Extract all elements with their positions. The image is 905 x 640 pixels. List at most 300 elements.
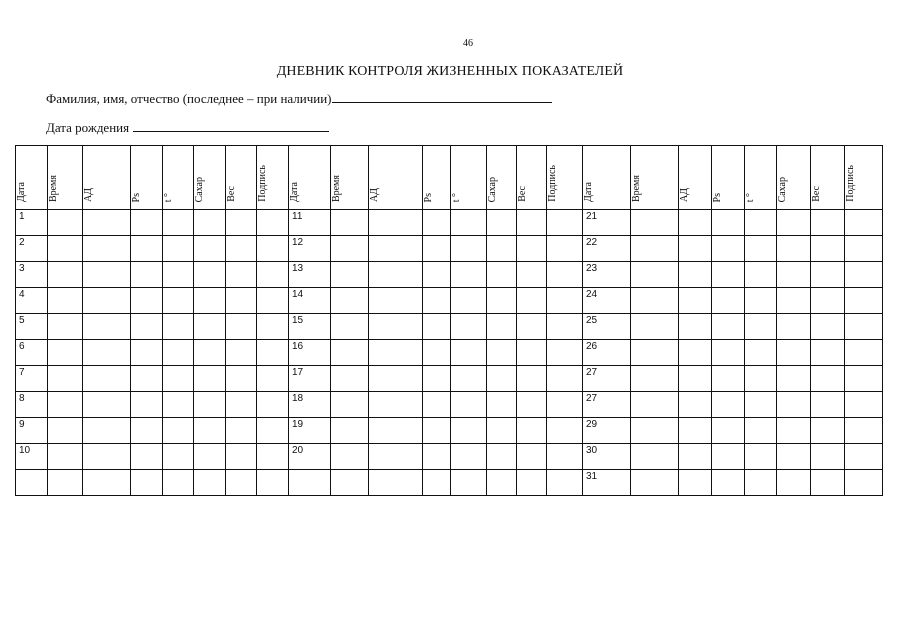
entry-cell-sugar[interactable]	[777, 210, 811, 236]
entry-cell-blood-pressure[interactable]	[369, 314, 423, 340]
entry-cell-pulse[interactable]	[712, 340, 745, 366]
entry-cell-sugar[interactable]	[194, 418, 226, 444]
entry-cell-temperature[interactable]	[163, 210, 194, 236]
entry-cell-sugar[interactable]	[487, 236, 517, 262]
entry-cell-weight[interactable]	[517, 288, 547, 314]
entry-cell-pulse[interactable]	[423, 236, 451, 262]
entry-cell-blood-pressure[interactable]	[679, 340, 712, 366]
entry-cell-weight[interactable]	[811, 470, 845, 496]
full-name-blank[interactable]	[332, 91, 552, 103]
entry-cell-weight[interactable]	[811, 288, 845, 314]
entry-cell-temperature[interactable]	[163, 444, 194, 470]
day-number-cell[interactable]: 13	[289, 262, 331, 288]
entry-cell-blood-pressure[interactable]	[679, 470, 712, 496]
entry-cell-pulse[interactable]	[423, 366, 451, 392]
entry-cell-pulse[interactable]	[131, 444, 163, 470]
entry-cell-temperature[interactable]	[451, 262, 487, 288]
entry-cell-weight[interactable]	[226, 470, 257, 496]
entry-cell-signature[interactable]	[547, 418, 583, 444]
entry-cell-signature[interactable]	[845, 314, 883, 340]
entry-cell-blood-pressure[interactable]	[369, 288, 423, 314]
entry-cell-weight[interactable]	[811, 392, 845, 418]
entry-cell-signature[interactable]	[257, 366, 289, 392]
entry-cell-weight[interactable]	[811, 418, 845, 444]
entry-cell-pulse[interactable]	[131, 340, 163, 366]
entry-cell-blood-pressure[interactable]	[369, 262, 423, 288]
entry-cell-sugar[interactable]	[194, 210, 226, 236]
entry-cell-sugar[interactable]	[487, 340, 517, 366]
entry-cell-time[interactable]	[48, 366, 83, 392]
entry-cell-pulse[interactable]	[712, 314, 745, 340]
col-header-label: Подпись	[547, 165, 558, 202]
entry-cell-pulse[interactable]	[712, 366, 745, 392]
entry-cell-pulse[interactable]	[712, 444, 745, 470]
day-number-cell[interactable]: 25	[583, 314, 631, 340]
entry-cell-pulse[interactable]	[423, 418, 451, 444]
entry-cell-signature[interactable]	[257, 314, 289, 340]
entry-cell-weight[interactable]	[517, 340, 547, 366]
entry-cell-sugar[interactable]	[487, 288, 517, 314]
day-number-cell[interactable]: 22	[583, 236, 631, 262]
col-header-date-1	[16, 146, 48, 210]
entry-cell-sugar[interactable]	[777, 444, 811, 470]
col-header-label: Дата	[289, 182, 300, 202]
entry-cell-signature[interactable]	[547, 314, 583, 340]
entry-cell-temperature[interactable]	[163, 340, 194, 366]
entry-cell-signature[interactable]	[547, 288, 583, 314]
entry-cell-sugar[interactable]	[487, 392, 517, 418]
entry-cell-pulse[interactable]	[131, 366, 163, 392]
entry-cell-signature[interactable]	[845, 392, 883, 418]
entry-cell-blood-pressure[interactable]	[83, 392, 131, 418]
entry-cell-signature[interactable]	[257, 470, 289, 496]
day-number-cell[interactable]: 5	[16, 314, 48, 340]
entry-cell-sugar[interactable]	[194, 236, 226, 262]
entry-cell-time[interactable]	[331, 262, 369, 288]
col-header-sugar-1	[194, 146, 226, 210]
col-header-label: Сахар	[487, 176, 498, 202]
day-number-cell[interactable]: 2	[16, 236, 48, 262]
entry-cell-temperature[interactable]	[163, 288, 194, 314]
entry-cell-signature[interactable]	[845, 236, 883, 262]
entry-cell-signature[interactable]	[547, 210, 583, 236]
entry-cell-signature[interactable]	[547, 262, 583, 288]
entry-cell-sugar[interactable]	[487, 470, 517, 496]
entry-cell-blood-pressure[interactable]	[369, 470, 423, 496]
col-header-pulse-2	[423, 146, 451, 210]
entry-cell-weight[interactable]	[226, 236, 257, 262]
entry-cell-signature[interactable]	[845, 444, 883, 470]
entry-cell-temperature[interactable]	[451, 444, 487, 470]
entry-cell-weight[interactable]	[517, 470, 547, 496]
entry-cell-signature[interactable]	[257, 262, 289, 288]
entry-cell-weight[interactable]	[517, 366, 547, 392]
entry-cell-weight[interactable]	[226, 210, 257, 236]
col-header-label: Дата	[583, 182, 594, 202]
entry-cell-blood-pressure[interactable]	[369, 366, 423, 392]
entry-cell-weight[interactable]	[226, 262, 257, 288]
entry-cell-time[interactable]	[631, 366, 679, 392]
entry-cell-blood-pressure[interactable]	[83, 210, 131, 236]
entry-cell-pulse[interactable]	[423, 314, 451, 340]
entry-cell-signature[interactable]	[257, 340, 289, 366]
entry-cell-temperature[interactable]	[745, 236, 777, 262]
col-header-label: Вес	[517, 186, 528, 202]
entry-cell-weight[interactable]	[811, 262, 845, 288]
entry-cell-weight[interactable]	[517, 418, 547, 444]
entry-cell-sugar[interactable]	[194, 392, 226, 418]
entry-cell-weight[interactable]	[226, 366, 257, 392]
entry-cell-signature[interactable]	[845, 262, 883, 288]
day-number-cell[interactable]: 19	[289, 418, 331, 444]
entry-cell-pulse[interactable]	[712, 210, 745, 236]
entry-cell-temperature[interactable]	[745, 444, 777, 470]
entry-cell-weight[interactable]	[517, 444, 547, 470]
birth-date-blank[interactable]	[133, 120, 329, 132]
entry-cell-weight[interactable]	[517, 210, 547, 236]
entry-cell-pulse[interactable]	[712, 288, 745, 314]
entry-cell-time[interactable]	[48, 314, 83, 340]
entry-cell-weight[interactable]	[226, 444, 257, 470]
entry-cell-sugar[interactable]	[194, 314, 226, 340]
entry-cell-sugar[interactable]	[777, 236, 811, 262]
entry-cell-temperature[interactable]	[745, 210, 777, 236]
entry-cell-blood-pressure[interactable]	[369, 210, 423, 236]
day-number-cell[interactable]: 29	[583, 418, 631, 444]
day-number-cell[interactable]: 15	[289, 314, 331, 340]
entry-cell-sugar[interactable]	[777, 366, 811, 392]
entry-cell-pulse[interactable]	[423, 392, 451, 418]
entry-cell-weight[interactable]	[811, 210, 845, 236]
table-row	[16, 288, 883, 314]
entry-cell-pulse[interactable]	[423, 444, 451, 470]
day-number-cell[interactable]: 10	[16, 444, 48, 470]
day-number-cell[interactable]: 1	[16, 210, 48, 236]
entry-cell-time[interactable]	[48, 262, 83, 288]
entry-cell-pulse[interactable]	[131, 314, 163, 340]
entry-cell-time[interactable]	[631, 236, 679, 262]
entry-cell-signature[interactable]	[547, 236, 583, 262]
entry-cell-weight[interactable]	[811, 366, 845, 392]
entry-cell-time[interactable]	[631, 288, 679, 314]
entry-cell-blood-pressure[interactable]	[83, 236, 131, 262]
entry-cell-time[interactable]	[331, 418, 369, 444]
entry-cell-blood-pressure[interactable]	[369, 392, 423, 418]
entry-cell-pulse[interactable]	[423, 470, 451, 496]
full-name-field	[46, 91, 552, 107]
entry-cell-sugar[interactable]	[487, 210, 517, 236]
entry-cell-weight[interactable]	[517, 392, 547, 418]
entry-cell-sugar[interactable]	[487, 314, 517, 340]
day-number-cell[interactable]: 24	[583, 288, 631, 314]
entry-cell-time[interactable]	[48, 210, 83, 236]
day-number-cell[interactable]: 3	[16, 262, 48, 288]
col-header-label: Сахар	[194, 176, 205, 202]
birth-date-label: Дата рождения	[46, 120, 130, 135]
col-header-time-3	[631, 146, 679, 210]
entry-cell-time[interactable]	[48, 236, 83, 262]
entry-cell-temperature[interactable]	[451, 470, 487, 496]
col-header-time-1	[48, 146, 83, 210]
day-number-cell[interactable]: 7	[16, 366, 48, 392]
entry-cell-time[interactable]	[48, 392, 83, 418]
entry-cell-weight[interactable]	[226, 314, 257, 340]
entry-cell-temperature[interactable]	[163, 470, 194, 496]
col-header-label: Вес	[226, 186, 237, 202]
entry-cell-temperature[interactable]	[451, 392, 487, 418]
entry-cell-blood-pressure[interactable]	[369, 340, 423, 366]
entry-cell-pulse[interactable]	[131, 418, 163, 444]
entry-cell-time[interactable]	[631, 314, 679, 340]
day-number-cell[interactable]: 27	[583, 392, 631, 418]
entry-cell-time[interactable]	[331, 366, 369, 392]
day-number-cell[interactable]	[289, 470, 331, 496]
col-header-temperature-1	[163, 146, 194, 210]
col-header-signature-1	[257, 146, 289, 210]
entry-cell-blood-pressure[interactable]	[679, 236, 712, 262]
col-header-date-2	[289, 146, 331, 210]
entry-cell-time[interactable]	[331, 210, 369, 236]
entry-cell-time[interactable]	[48, 470, 83, 496]
entry-cell-time[interactable]	[331, 314, 369, 340]
day-number-cell[interactable]: 8	[16, 392, 48, 418]
entry-cell-signature[interactable]	[257, 392, 289, 418]
col-header-blood-pressure-3	[679, 146, 712, 210]
entry-cell-blood-pressure[interactable]	[679, 262, 712, 288]
entry-cell-blood-pressure[interactable]	[83, 288, 131, 314]
table-row	[16, 444, 883, 470]
col-header-label: Ps	[712, 192, 723, 202]
day-number-cell[interactable]: 14	[289, 288, 331, 314]
entry-cell-signature[interactable]	[547, 366, 583, 392]
entry-cell-pulse[interactable]	[423, 340, 451, 366]
day-number-cell[interactable]: 9	[16, 418, 48, 444]
entry-cell-time[interactable]	[631, 210, 679, 236]
entry-cell-sugar[interactable]	[487, 444, 517, 470]
entry-cell-weight[interactable]	[517, 262, 547, 288]
entry-cell-temperature[interactable]	[163, 392, 194, 418]
col-header-weight-2	[517, 146, 547, 210]
entry-cell-sugar[interactable]	[487, 262, 517, 288]
entry-cell-temperature[interactable]	[163, 314, 194, 340]
col-header-pulse-3	[712, 146, 745, 210]
entry-cell-temperature[interactable]	[163, 236, 194, 262]
day-number-cell[interactable]: 18	[289, 392, 331, 418]
entry-cell-temperature[interactable]	[451, 366, 487, 392]
entry-cell-time[interactable]	[631, 340, 679, 366]
entry-cell-sugar[interactable]	[487, 418, 517, 444]
day-number-cell[interactable]: 21	[583, 210, 631, 236]
entry-cell-temperature[interactable]	[745, 470, 777, 496]
entry-cell-signature[interactable]	[257, 418, 289, 444]
day-number-cell[interactable]: 12	[289, 236, 331, 262]
entry-cell-time[interactable]	[631, 418, 679, 444]
entry-cell-temperature[interactable]	[745, 418, 777, 444]
entry-cell-sugar[interactable]	[777, 314, 811, 340]
entry-cell-pulse[interactable]	[712, 470, 745, 496]
entry-cell-time[interactable]	[48, 444, 83, 470]
entry-cell-time[interactable]	[48, 340, 83, 366]
entry-cell-sugar[interactable]	[194, 288, 226, 314]
entry-cell-pulse[interactable]	[423, 210, 451, 236]
day-number-cell[interactable]: 26	[583, 340, 631, 366]
entry-cell-sugar[interactable]	[194, 444, 226, 470]
entry-cell-blood-pressure[interactable]	[369, 418, 423, 444]
entry-cell-signature[interactable]	[257, 444, 289, 470]
entry-cell-time[interactable]	[631, 392, 679, 418]
entry-cell-signature[interactable]	[845, 366, 883, 392]
entry-cell-pulse[interactable]	[131, 262, 163, 288]
entry-cell-signature[interactable]	[547, 392, 583, 418]
col-header-label: t °	[163, 192, 174, 202]
entry-cell-blood-pressure[interactable]	[369, 444, 423, 470]
entry-cell-weight[interactable]	[811, 340, 845, 366]
table-row	[16, 314, 883, 340]
entry-cell-sugar[interactable]	[194, 366, 226, 392]
entry-cell-blood-pressure[interactable]	[679, 392, 712, 418]
entry-cell-signature[interactable]	[547, 340, 583, 366]
entry-cell-signature[interactable]	[257, 288, 289, 314]
entry-cell-blood-pressure[interactable]	[83, 418, 131, 444]
entry-cell-sugar[interactable]	[777, 340, 811, 366]
entry-cell-sugar[interactable]	[194, 262, 226, 288]
entry-cell-temperature[interactable]	[745, 392, 777, 418]
entry-cell-blood-pressure[interactable]	[83, 262, 131, 288]
entry-cell-sugar[interactable]	[777, 418, 811, 444]
entry-cell-blood-pressure[interactable]	[679, 366, 712, 392]
day-number-cell[interactable]: 11	[289, 210, 331, 236]
entry-cell-weight[interactable]	[226, 392, 257, 418]
col-header-label: Время	[631, 174, 642, 202]
entry-cell-weight[interactable]	[226, 288, 257, 314]
table-row	[16, 262, 883, 288]
entry-cell-temperature[interactable]	[451, 236, 487, 262]
day-number-cell[interactable]: 4	[16, 288, 48, 314]
entry-cell-pulse[interactable]	[712, 392, 745, 418]
entry-cell-weight[interactable]	[517, 314, 547, 340]
entry-cell-temperature[interactable]	[745, 288, 777, 314]
day-number-cell[interactable]: 31	[583, 470, 631, 496]
entry-cell-temperature[interactable]	[163, 366, 194, 392]
day-number-cell[interactable]	[16, 470, 48, 496]
entry-cell-pulse[interactable]	[131, 470, 163, 496]
entry-cell-blood-pressure[interactable]	[679, 314, 712, 340]
entry-cell-sugar[interactable]	[777, 392, 811, 418]
entry-cell-temperature[interactable]	[745, 366, 777, 392]
day-number-cell[interactable]: 27	[583, 366, 631, 392]
entry-cell-temperature[interactable]	[163, 262, 194, 288]
entry-cell-weight[interactable]	[226, 340, 257, 366]
day-number-cell[interactable]: 23	[583, 262, 631, 288]
entry-cell-temperature[interactable]	[745, 262, 777, 288]
entry-cell-weight[interactable]	[811, 236, 845, 262]
table-row	[16, 366, 883, 392]
entry-cell-weight[interactable]	[226, 418, 257, 444]
entry-cell-pulse[interactable]	[712, 418, 745, 444]
entry-cell-temperature[interactable]	[163, 418, 194, 444]
entry-cell-time[interactable]	[331, 236, 369, 262]
entry-cell-signature[interactable]	[845, 340, 883, 366]
entry-cell-time[interactable]	[331, 392, 369, 418]
entry-cell-blood-pressure[interactable]	[83, 444, 131, 470]
entry-cell-weight[interactable]	[811, 314, 845, 340]
entry-cell-signature[interactable]	[845, 470, 883, 496]
entry-cell-signature[interactable]	[547, 444, 583, 470]
entry-cell-time[interactable]	[631, 262, 679, 288]
day-number-cell[interactable]: 6	[16, 340, 48, 366]
entry-cell-time[interactable]	[331, 470, 369, 496]
entry-cell-time[interactable]	[631, 470, 679, 496]
col-header-weight-3	[811, 146, 845, 210]
entry-cell-blood-pressure[interactable]	[83, 470, 131, 496]
entry-cell-time[interactable]	[48, 288, 83, 314]
entry-cell-sugar[interactable]	[777, 288, 811, 314]
entry-cell-blood-pressure[interactable]	[679, 210, 712, 236]
entry-cell-weight[interactable]	[811, 444, 845, 470]
entry-cell-time[interactable]	[331, 444, 369, 470]
entry-cell-weight[interactable]	[517, 236, 547, 262]
entry-cell-pulse[interactable]	[131, 288, 163, 314]
entry-cell-signature[interactable]	[257, 210, 289, 236]
col-header-label: АД	[679, 187, 690, 202]
entry-cell-pulse[interactable]	[712, 262, 745, 288]
entry-cell-signature[interactable]	[845, 288, 883, 314]
entry-cell-temperature[interactable]	[451, 418, 487, 444]
entry-cell-blood-pressure[interactable]	[83, 340, 131, 366]
col-header-weight-1	[226, 146, 257, 210]
entry-cell-pulse[interactable]	[131, 392, 163, 418]
entry-cell-blood-pressure[interactable]	[83, 314, 131, 340]
entry-cell-temperature[interactable]	[451, 314, 487, 340]
day-number-cell[interactable]: 20	[289, 444, 331, 470]
entry-cell-sugar[interactable]	[194, 470, 226, 496]
col-header-label: АД	[369, 187, 380, 202]
entry-cell-sugar[interactable]	[777, 262, 811, 288]
entry-cell-temperature[interactable]	[745, 340, 777, 366]
table-row	[16, 392, 883, 418]
entry-cell-signature[interactable]	[547, 470, 583, 496]
entry-cell-signature[interactable]	[845, 418, 883, 444]
entry-cell-signature[interactable]	[845, 210, 883, 236]
entry-cell-pulse[interactable]	[712, 236, 745, 262]
day-number-cell[interactable]: 16	[289, 340, 331, 366]
entry-cell-temperature[interactable]	[451, 340, 487, 366]
entry-cell-signature[interactable]	[257, 236, 289, 262]
entry-cell-time[interactable]	[331, 340, 369, 366]
entry-cell-time[interactable]	[48, 418, 83, 444]
entry-cell-pulse[interactable]	[423, 288, 451, 314]
entry-cell-blood-pressure[interactable]	[369, 236, 423, 262]
entry-cell-pulse[interactable]	[131, 210, 163, 236]
entry-cell-temperature[interactable]	[451, 288, 487, 314]
entry-cell-temperature[interactable]	[451, 210, 487, 236]
entry-cell-sugar[interactable]	[487, 366, 517, 392]
entry-cell-time[interactable]	[331, 288, 369, 314]
entry-cell-time[interactable]	[631, 444, 679, 470]
day-number-cell[interactable]: 17	[289, 366, 331, 392]
entry-cell-sugar[interactable]	[194, 340, 226, 366]
table-row	[16, 418, 883, 444]
entry-cell-blood-pressure[interactable]	[679, 444, 712, 470]
entry-cell-blood-pressure[interactable]	[679, 288, 712, 314]
entry-cell-temperature[interactable]	[745, 314, 777, 340]
entry-cell-pulse[interactable]	[423, 262, 451, 288]
entry-cell-blood-pressure[interactable]	[679, 418, 712, 444]
entry-cell-pulse[interactable]	[131, 236, 163, 262]
entry-cell-blood-pressure[interactable]	[83, 366, 131, 392]
entry-cell-sugar[interactable]	[777, 470, 811, 496]
day-number-cell[interactable]: 30	[583, 444, 631, 470]
